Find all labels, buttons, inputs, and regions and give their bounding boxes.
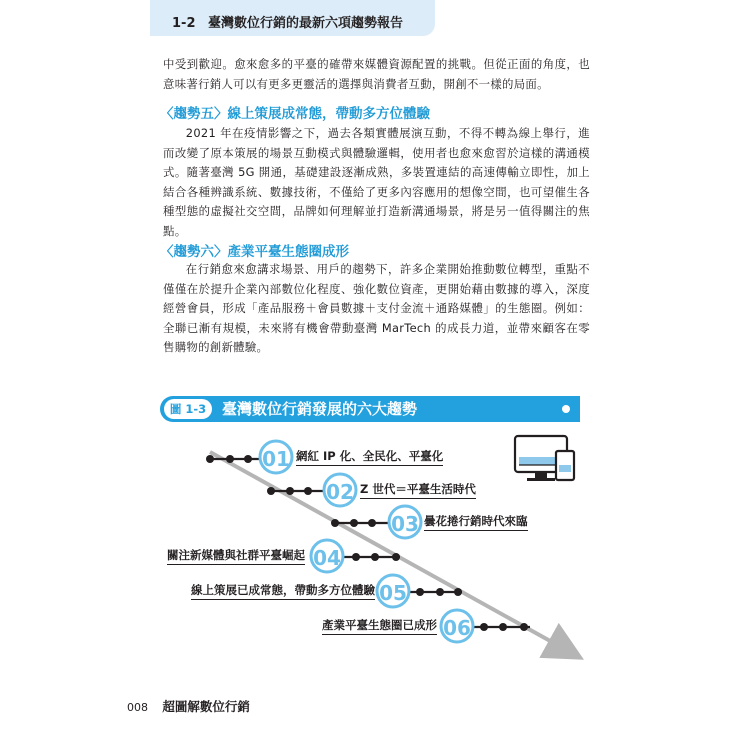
trend-01-number: 01 [262, 447, 290, 471]
trend-05-number: 05 [379, 581, 407, 605]
page-number: 008 [127, 701, 148, 714]
trend5-heading: 〈趨勢五〉線上策展成常態，帶動多方位體驗 [160, 106, 430, 122]
section-title: 臺灣數位行銷的最新六項趨勢報告 [208, 16, 404, 31]
trend-02-label: Z 世代＝平臺生活時代 [360, 482, 476, 499]
trend-06-badge [441, 610, 473, 642]
trend-01-badge [260, 441, 292, 473]
trend-04-badge [311, 540, 343, 572]
trend6-paragraph: 在行銷愈來愈講求場景、用戶的趨勢下，許多企業開始推動數位轉型，重點不僅僅在於提升企業內部數位化程度、強化數位資產，更開始藉由數據的導入，深度經營會員，形成「產品服務＋會員數據＋支付金流＋通路媒體」的生態圈。例如：全聯已漸有規模，未來將有機會帶動臺灣 MarTech 的成長力道，並帶來顧客在零售購物的創新體驗。 [163, 262, 590, 355]
book-title: 超圖解數位行銷 [162, 699, 250, 714]
computer-and-phone-icon [515, 436, 574, 481]
trend-03-number: 03 [391, 512, 419, 536]
trend-03-label: 曇花捲行銷時代來臨 [424, 514, 528, 531]
figure-label: 圖 1-3 [164, 399, 212, 419]
trend5-paragraph: 2021 年在疫情影響之下，過去各類實體展演互動，不得不轉為線上舉行，進而改變了原本策展的場景互動模式與體驗邏輯，使用者也愈來愈習於這樣的溝通模式。隨著臺灣 5G 開通，基礎建設逐漸成熟，多裝置連結的高速傳輸立即性，加上結合各種辨識系統、數據技術，不僅給了更多內容應用的想像空間，也可望催生各種型態的虛擬社交空間，品牌如何理解並打造新溝通場景，將是另一值得關注的焦點。 [163, 126, 590, 238]
trend-06-connector [474, 623, 530, 631]
trend-04-number: 04 [313, 546, 341, 570]
trend6-heading: 〈趨勢六〉產業平臺生態圈成形 [160, 244, 349, 260]
trend-04-label: 關注新媒體與社群平臺崛起 [167, 548, 305, 565]
trend-02-badge [324, 474, 356, 506]
trend-01-label: 網紅 IP 化、全民化、平臺化 [296, 449, 443, 466]
intro-paragraph: 中受到歡迎。愈來愈多的平臺的確帶來媒體資源配置的挑戰。但從正面的角度，也意味著行銷人可以有更多更靈活的選擇與消費者互動，開創不一樣的局面。 [163, 57, 590, 91]
page-footer [127, 697, 250, 715]
figure-title: 臺灣數位行銷發展的六大趨勢 [222, 400, 418, 418]
trend-06-number: 06 [443, 616, 471, 640]
trend-02-number: 02 [326, 480, 354, 504]
trend-05-badge [377, 575, 409, 607]
trend-05-label: 線上策展已成常態，帶動多方位體驗 [191, 583, 375, 600]
section-number: 1-2 [172, 16, 196, 31]
trend-03-badge [389, 506, 421, 538]
trend-06-label: 產業平臺生態圈已成形 [322, 618, 437, 635]
